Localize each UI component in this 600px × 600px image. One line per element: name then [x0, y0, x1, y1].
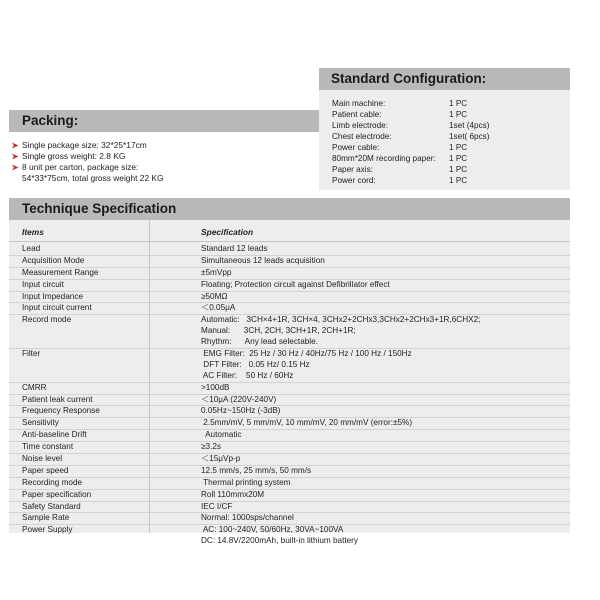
technique-specification-table [9, 220, 570, 546]
config-item [332, 131, 570, 142]
spec-item-name: Lead [22, 244, 41, 253]
packing-item-line [22, 162, 319, 173]
spec-value-line: IEC I/CF [201, 501, 233, 511]
config-item [332, 153, 570, 164]
spec-item-name: Measurement Range [22, 267, 99, 277]
spec-item-name: Input Impedance [22, 291, 83, 301]
spec-item-name: Anti-baseline Drift [22, 430, 87, 440]
config-item-quantity: 1 PC [449, 154, 468, 163]
spec-item-name: Filter [22, 349, 41, 359]
spec-item-name: Power Supply [22, 525, 73, 535]
table-row [9, 406, 570, 418]
spec-item-name: Safety Standard [22, 501, 81, 511]
spec-value [201, 430, 570, 441]
spec-value-line: DC: 14.8V/2200mAh, built-in lithium battery [201, 536, 359, 546]
spec-value-line: DFT Filter: 0.05 Hz/ 0.15 Hz [201, 359, 310, 369]
config-item [332, 164, 570, 175]
spec-value-line: ≥50MΩ [201, 291, 228, 301]
spec-value [201, 502, 570, 513]
spec-value [201, 292, 570, 303]
table-row [9, 292, 570, 304]
spec-item-name: Time constant [22, 442, 74, 452]
config-item [332, 98, 570, 109]
spec-value [201, 268, 570, 279]
table-row [9, 349, 570, 383]
packing-item-line [22, 151, 319, 162]
spec-value-line: ≥3.2s [201, 442, 221, 452]
config-item-label: Chest electrode: [332, 132, 392, 141]
table-row [9, 383, 570, 395]
spec-item-name: Recording mode [22, 477, 83, 487]
spec-value-line: Simultaneous 12 leads acquisition [201, 255, 325, 265]
table-row [9, 454, 570, 466]
spec-item-name: Patient leak current [22, 394, 93, 404]
config-item [332, 120, 570, 131]
packing-item-text: Single gross weight: 2.8 KG [22, 151, 126, 161]
spec-value-line: Automatic [201, 430, 242, 440]
table-row [9, 395, 570, 407]
spec-value-line: Standard 12 leads [201, 244, 268, 253]
spec-value-line: Automatic: 3CH×4+1R, 3CH×4, 3CHx2+2CHx3,3CHx2+2CHx3+1R,6CHX2; [201, 315, 481, 325]
spec-value [201, 490, 570, 501]
table-row [9, 502, 570, 514]
table-row [9, 490, 570, 502]
config-item [332, 175, 570, 186]
spec-value-line: 2.5mm/mV, 5 mm/mV, 10 mm/mV, 20 mm/mV (error:±5%) [201, 418, 413, 428]
config-item-quantity: 1 PC [449, 99, 468, 108]
table-header-row [9, 220, 570, 242]
spec-value-line: EMG Filter: 25 Hz / 30 Hz / 40Hz/75 Hz / 100 Hz / 150Hz [201, 349, 412, 359]
column-header-specification: Specification [201, 227, 254, 237]
spec-value [201, 303, 570, 314]
spec-value-line: AC: 100~240V, 50/60Hz, 30VA~100VA [201, 525, 344, 535]
packing-item-text: 54*33*75cm, total gross weight 22 KG [22, 173, 164, 183]
table-row [9, 442, 570, 454]
spec-value [201, 513, 570, 524]
spec-value [201, 442, 570, 453]
spec-value [201, 315, 570, 348]
spec-value [201, 466, 570, 477]
spec-value [201, 406, 570, 417]
spec-item-name: Record mode [22, 315, 72, 325]
packing-item-text: 8 unit per carton, package size: [22, 162, 139, 172]
spec-item-name: Input circuit [22, 279, 64, 289]
config-item-quantity: 1 PC [449, 143, 468, 152]
config-item-label: Paper axis: [332, 165, 373, 174]
arrow-bullet-icon [12, 142, 19, 149]
spec-value [201, 478, 570, 489]
packing-item-line [22, 173, 319, 184]
config-item-quantity: 1 PC [449, 110, 468, 119]
table-row [9, 256, 570, 268]
spec-value [201, 256, 570, 267]
spec-item-name: CMRR [22, 382, 47, 392]
config-item-label: Power cable: [332, 143, 380, 152]
packing-heading: Packing: [9, 110, 319, 132]
spec-value-line: AC Filter: 50 Hz / 60Hz [201, 370, 294, 380]
spec-item-name: Input circuit current [22, 303, 92, 313]
config-item-quantity: 1set (4pcs) [449, 121, 490, 130]
spec-item-name: Sensitivity [22, 418, 59, 428]
table-row [9, 466, 570, 478]
spec-value-line: Thermal printing system [201, 477, 291, 487]
config-item-quantity: 1 PC [449, 165, 468, 174]
spec-value-line: >100dB [201, 382, 230, 392]
packing-item-line [22, 140, 319, 151]
table-row [9, 315, 570, 349]
spec-value-line: ±5mVpp [201, 267, 232, 277]
spec-value-line: ＜10μA (220V-240V) [201, 394, 277, 404]
spec-item-name: Paper specification [22, 489, 92, 499]
config-item [332, 109, 570, 120]
spec-value-line: 12.5 mm/s, 25 mm/s, 50 mm/s [201, 465, 312, 475]
spec-item-name: Sample Rate [22, 513, 70, 523]
spec-value-line: Rhythm: Any lead selectable. [201, 337, 318, 347]
spec-value-line: Roll 110mmx20M [201, 489, 265, 499]
table-row [9, 430, 570, 442]
spec-value [201, 418, 570, 429]
spec-value-line: Normal: 1000sps/channel [201, 513, 294, 523]
config-item-label: Power cord: [332, 176, 376, 185]
spec-value [201, 525, 570, 547]
table-row [9, 478, 570, 490]
standard-configuration-list [319, 90, 570, 190]
packing-list [9, 140, 319, 184]
spec-value [201, 383, 570, 394]
spec-item-name: Noise level [22, 454, 63, 464]
table-row [9, 280, 570, 292]
spec-item-name: Frequency Response [22, 406, 100, 416]
arrow-bullet-icon [12, 164, 19, 171]
table-row [9, 513, 570, 525]
config-item-quantity: 1set( 6pcs) [449, 132, 490, 141]
table-row [9, 268, 570, 280]
spec-value-line: ＜15μVp-p [201, 454, 241, 464]
arrow-bullet-icon [12, 153, 19, 160]
config-item-label: Main machine: [332, 99, 386, 108]
spec-value-line: ＜0.05μA [201, 303, 236, 313]
config-item-label: 80mm*20M recording paper: [332, 154, 436, 163]
config-item-label: Patient cable: [332, 110, 382, 119]
spec-value-line: Floating; Protection circuit against Defibrillator effect [201, 279, 390, 289]
spec-value [201, 280, 570, 291]
config-item [332, 142, 570, 153]
config-item-label: Limb electrode: [332, 121, 388, 130]
spec-value [201, 454, 570, 465]
table-row [9, 418, 570, 430]
technique-specification-heading: Technique Specification [9, 198, 570, 220]
spec-value [201, 395, 570, 406]
column-header-items: Items [22, 227, 44, 237]
table-row [9, 244, 570, 256]
config-item-quantity: 1 PC [449, 176, 468, 185]
spec-value-line: 0.05Hz~150Hz (-3dB) [201, 406, 281, 416]
table-body [9, 244, 570, 547]
spec-value [201, 244, 570, 255]
standard-configuration-heading: Standard Configuration: [319, 68, 570, 90]
spec-value-line: Manual: 3CH, 2CH, 3CH+1R, 2CH+1R; [201, 326, 356, 336]
table-row [9, 525, 570, 547]
spec-value [201, 349, 570, 382]
spec-item-name: Acquisition Mode [22, 255, 85, 265]
spec-item-name: Paper speed [22, 465, 69, 475]
table-row [9, 303, 570, 315]
packing-item-text: Single package size: 32*25*17cm [22, 140, 147, 150]
